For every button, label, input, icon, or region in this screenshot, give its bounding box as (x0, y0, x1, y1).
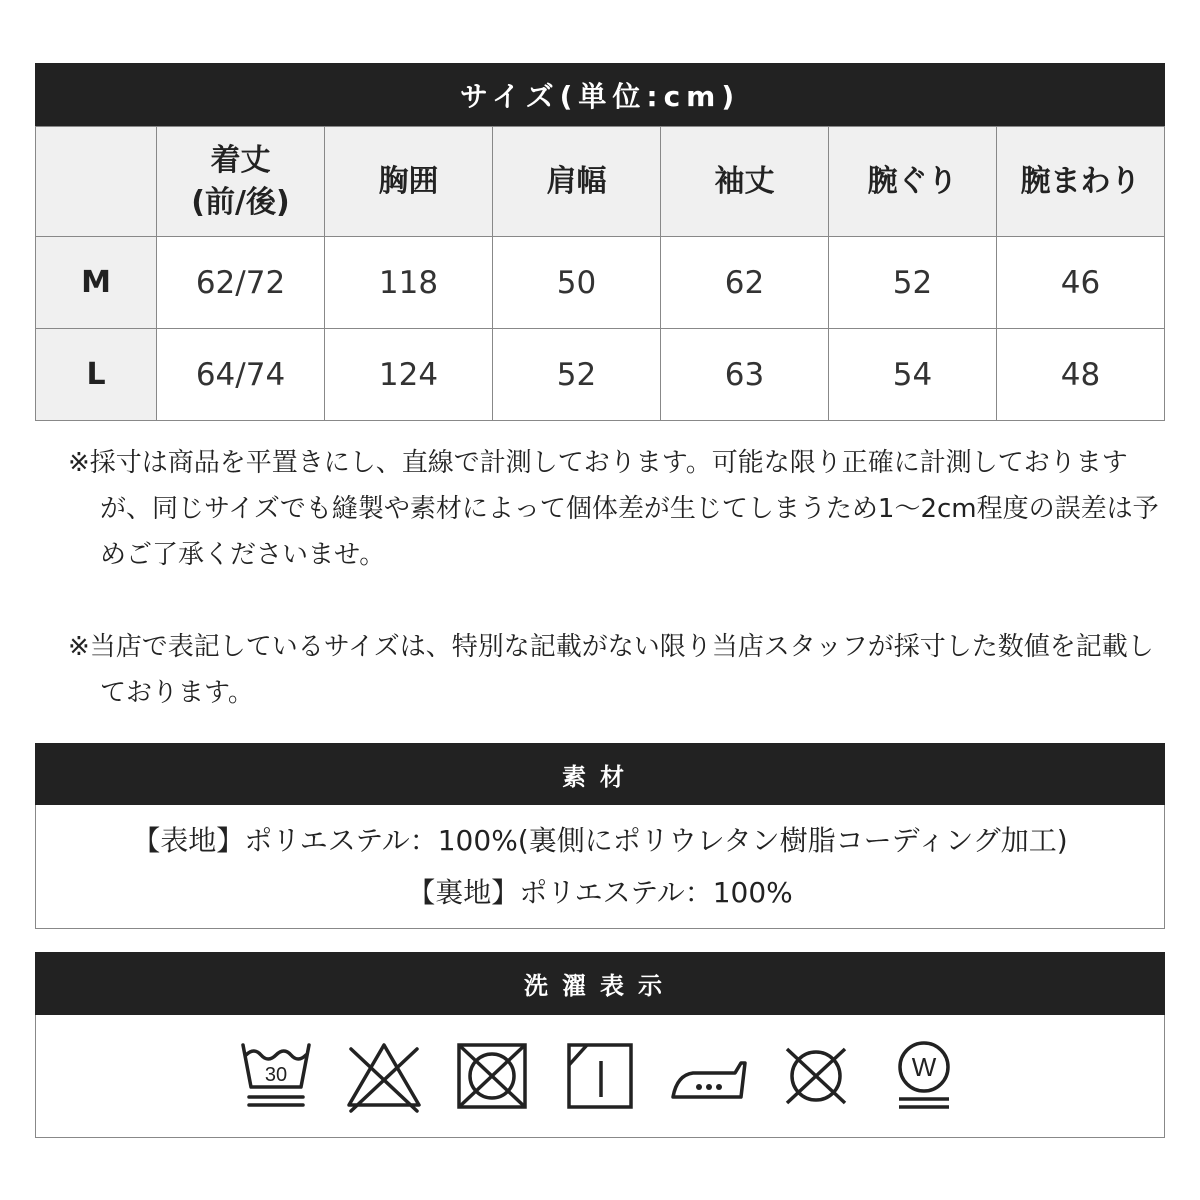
table-cell: 54 (829, 329, 997, 421)
column-header-chest: 胸囲 (325, 127, 493, 237)
table-cell: 50 (493, 237, 661, 329)
material-outer: 【表地】ポリエステル：100%(裏側にポリウレタン樹脂コーディング加工) (132, 823, 1068, 857)
corner-cell (36, 127, 157, 237)
table-cell: 124 (325, 329, 493, 421)
iron-low-icon (669, 1039, 747, 1113)
table-cell: 118 (325, 237, 493, 329)
column-header-sleeve: 袖丈 (661, 127, 829, 237)
wet-clean-gentle-icon (885, 1039, 963, 1113)
table-cell: 64/74 (157, 329, 325, 421)
size-section-header (35, 63, 1165, 126)
no-tumble-dry-icon (453, 1039, 531, 1113)
drip-line-dry-shade-icon (561, 1039, 639, 1113)
size-label-l: L (36, 329, 157, 421)
column-header-shoulder: 肩幅 (493, 127, 661, 237)
size-table (35, 126, 1165, 421)
size-label-m: M (36, 237, 157, 329)
wash-30-gentle-icon (237, 1039, 315, 1113)
size-table-header-row (36, 127, 1165, 237)
table-row (36, 329, 1165, 421)
table-cell: 46 (997, 237, 1165, 329)
material-section-header (35, 743, 1165, 805)
column-header-length: 着丈 (前/後) (157, 127, 325, 237)
no-dry-clean-icon (777, 1039, 855, 1113)
material-box (35, 805, 1165, 929)
care-section-header (35, 952, 1165, 1015)
table-row (36, 237, 1165, 329)
material-lining: 【裏地】ポリエステル：100% (407, 875, 793, 909)
table-cell: 52 (493, 329, 661, 421)
measurement-notes (68, 440, 1168, 716)
table-cell: 62 (661, 237, 829, 329)
note-size-source: ※当店で表記しているサイズは、特別な記載がない限り当店スタッフが採寸した数値を記載しております。 (68, 632, 1154, 708)
wash-temperature-label: 30 (264, 1064, 288, 1086)
table-cell: 52 (829, 237, 997, 329)
table-cell: 62/72 (157, 237, 325, 329)
column-header-armhole: 腕ぐり (829, 127, 997, 237)
table-cell: 63 (661, 329, 829, 421)
column-header-arm-circumference: 腕まわり (997, 127, 1165, 237)
material-section-title: 素材 (562, 762, 638, 791)
table-cell: 48 (997, 329, 1165, 421)
wet-clean-letter: W (911, 1052, 937, 1082)
care-symbols (35, 1015, 1165, 1138)
note-measurement-method: ※採寸は商品を平置きにし、直線で計測しております。可能な限り正確に計測しておりますが、同じサイズでも縫製や素材によって個体差が生じてしまうため1～2cm程度の誤差は予めご了承くださいませ。 (68, 448, 1159, 570)
no-bleach-icon (345, 1039, 423, 1113)
size-section-title: サイズ(単位:cm) (459, 79, 741, 113)
care-section-title: 洗濯表示 (524, 972, 676, 1000)
